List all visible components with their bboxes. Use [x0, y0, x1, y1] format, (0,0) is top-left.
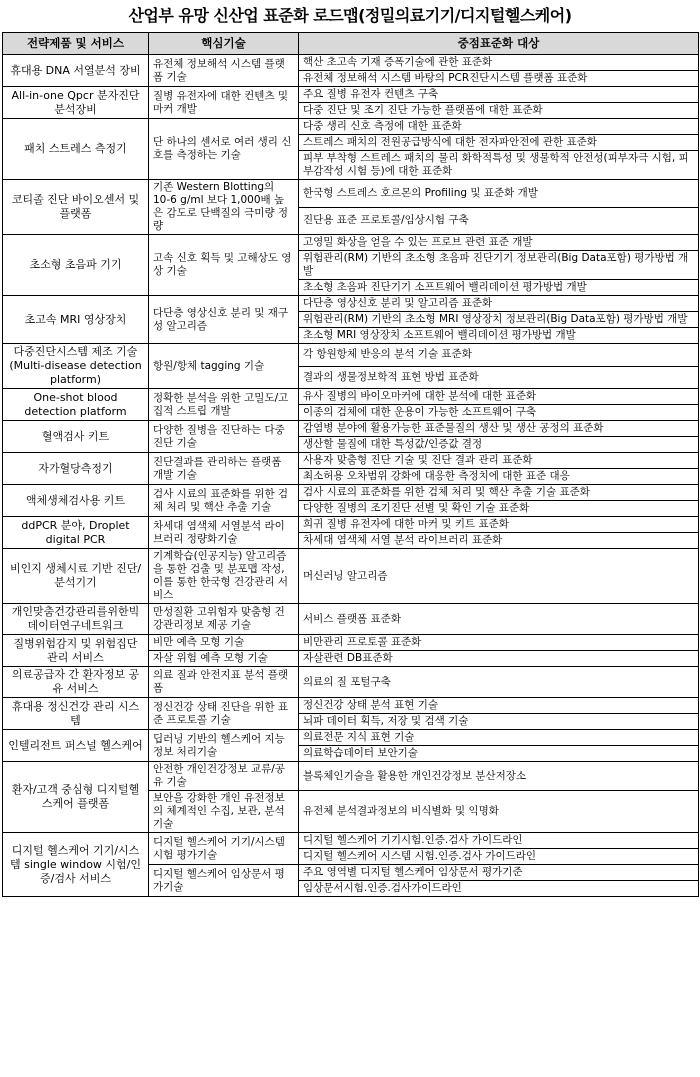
- standard-cell: 각 항원항체 반응의 분석 기술 표준화: [299, 344, 699, 367]
- tech-cell: 기계학습(인공지능) 알고리즘을 통한 검출 및 분포맵 작성, 이를 통한 한국형 건강관리 서비스: [149, 549, 299, 604]
- table-row: [3, 421, 699, 437]
- table-row: [3, 180, 699, 208]
- standard-cell: 핵산 초고속 기재 증폭기술에 관한 표준화: [299, 55, 699, 71]
- table-row: [3, 635, 699, 651]
- standard-cell: 블록체인기술을 활용한 개인건강정보 분산저장소: [299, 762, 699, 791]
- standard-cell: 다중 생리 신호 측정에 대한 표준화: [299, 119, 699, 135]
- table-row: [3, 698, 699, 714]
- tech-cell: 항원/항체 tagging 기술: [149, 344, 299, 389]
- table-row: [3, 296, 699, 312]
- product-cell: 환자/고객 중심형 디지털헬스케어 플랫폼: [3, 762, 149, 833]
- table-row: [3, 453, 699, 469]
- standard-cell: 의료의 질 포털구축: [299, 667, 699, 698]
- roadmap-table: [2, 32, 699, 897]
- tech-cell: 안전한 개인건강정보 교류/공유 기술: [149, 762, 299, 791]
- product-cell: 질병위험감지 및 위험집단 관리 서비스: [3, 635, 149, 667]
- product-cell: 비인지 생체시료 기반 진단/분석기기: [3, 549, 149, 604]
- standard-cell: 다중 진단 및 조기 진단 가능한 플랫폼에 대한 표준화: [299, 103, 699, 119]
- table-row: [3, 517, 699, 533]
- standard-cell: 초소형 MRI 영상장치 소프트웨어 밸리데이션 평가방법 개발: [299, 328, 699, 344]
- product-cell: 자가혈당측정기: [3, 453, 149, 485]
- tech-cell: 기존 Western Blotting의 10-6 g/ml 보다 1,000배 높은 감도로 단백질의 극미량 정량: [149, 180, 299, 235]
- standard-cell: 생산할 물질에 대한 특성값/인증값 결정: [299, 437, 699, 453]
- standard-cell: 의료전문 지식 표현 기술: [299, 730, 699, 746]
- tech-cell: 정신건강 상태 진단을 위한 표준 프로토콜 기술: [149, 698, 299, 730]
- table-row: [3, 485, 699, 501]
- product-cell: 패치 스트레스 측정기: [3, 119, 149, 180]
- tech-cell: 정확한 분석을 위한 고밀도/고집적 스트립 개발: [149, 389, 299, 421]
- tech-cell: 자살 위험 예측 모형 기술: [149, 651, 299, 667]
- standard-cell: 사용자 맞춤형 진단 기술 및 진단 결과 관리 표준화: [299, 453, 699, 469]
- standard-cell: 정신건강 상태 분석 표현 기술: [299, 698, 699, 714]
- table-row: [3, 833, 699, 849]
- tech-cell: 진단결과를 관리하는 플랫폼 개발 기술: [149, 453, 299, 485]
- product-cell: 휴대용 정신건강 관리 시스템: [3, 698, 149, 730]
- tech-cell: 유전체 정보해석 시스템 플랫폼 기술: [149, 55, 299, 87]
- product-cell: 다중진단시스템 제조 기술(Multi-disease detection platform): [3, 344, 149, 389]
- header-standard: 중점표준화 대상: [299, 33, 699, 55]
- product-cell: 코티졸 진단 바이오센서 및 플랫폼: [3, 180, 149, 235]
- product-cell: 개인맞춤건강관리를위한빅데이터연구네트워크: [3, 604, 149, 635]
- header-tech: 핵심기술: [149, 33, 299, 55]
- table-row: [3, 604, 699, 635]
- standard-cell: 감염병 분야에 활용가능한 표준물질의 생산 및 생산 공정의 표준화: [299, 421, 699, 437]
- tech-cell: 만성질환 고위험자 맞춤형 건강관리정보 제공 기술: [149, 604, 299, 635]
- product-cell: 초소형 초음파 기기: [3, 235, 149, 296]
- standard-cell: 이종의 검체에 대한 운용이 가능한 소프트웨어 구축: [299, 405, 699, 421]
- product-cell: 초고속 MRI 영상장치: [3, 296, 149, 344]
- standard-cell: 다양한 질병의 조기진단 선별 및 확인 기술 표준화: [299, 501, 699, 517]
- standard-cell: 초소형 초음파 진단기기 소프트웨어 밸리데이션 평가방법 개발: [299, 280, 699, 296]
- tech-cell: 단 하나의 센서로 여러 생리 신호를 측정하는 기술: [149, 119, 299, 180]
- standard-cell: 스트레스 패치의 전원공급방식에 대한 전자파안전에 관한 표준화: [299, 135, 699, 151]
- standard-cell: 한국형 스트레스 호르몬의 Profiling 및 표준화 개발: [299, 180, 699, 208]
- standard-cell: 위험관리(RM) 기반의 초소형 초음파 진단기기 정보관리(Big Data포함) 평가방법 개발: [299, 251, 699, 280]
- tech-cell: 차세대 염색체 서열분석 라이브러리 정량화기술: [149, 517, 299, 549]
- standard-cell: 주요 영역별 디지털 헬스케어 임상문서 평가기준: [299, 865, 699, 881]
- page-title: 산업부 유망 신산업 표준화 로드맵(정밀의료기기/디지털헬스케어): [128, 6, 572, 25]
- standard-cell: 위험관리(RM) 기반의 초소형 MRI 영상장치 정보관리(Big Data포함) 평가방법 개발: [299, 312, 699, 328]
- standard-cell: 다단층 영상신호 분리 및 알고리즘 표준화: [299, 296, 699, 312]
- product-cell: All-in-one Qpcr 분자진단 분석장비: [3, 87, 149, 119]
- tech-cell: 딥러닝 기반의 헬스케어 지능정보 처리기술: [149, 730, 299, 762]
- table-row: [3, 235, 699, 251]
- product-cell: One-shot blood detection platform: [3, 389, 149, 421]
- tech-cell: 디지털 헬스케어 기기/시스템 시험 평가기술: [149, 833, 299, 865]
- product-cell: 의료공급자 간 환자정보 공유 서비스: [3, 667, 149, 698]
- product-cell: 인텔리전트 퍼스널 헬스케어: [3, 730, 149, 762]
- table-header-row: [3, 33, 699, 55]
- standard-cell: 유전체 분석결과정보의 비식별화 및 익명화: [299, 791, 699, 833]
- tech-cell: 의료 질과 안전지표 분석 플랫폼: [149, 667, 299, 698]
- tech-cell: 보안을 강화한 개인 유전정보의 체계적인 수집, 보관, 분석 기술: [149, 791, 299, 833]
- standard-cell: 디지털 헬스케어 기기시험.인증.검사 가이드라인: [299, 833, 699, 849]
- table-row: [3, 730, 699, 746]
- product-cell: ddPCR 분야, Droplet digital PCR: [3, 517, 149, 549]
- standard-cell: 검사 시료의 표준화를 위한 검체 처리 및 핵산 추출 기술 표준화: [299, 485, 699, 501]
- standard-cell: 뇌파 데이터 획득, 저장 및 검색 기술: [299, 714, 699, 730]
- standard-cell: 의료학습데이터 보안기술: [299, 746, 699, 762]
- table-row: [3, 344, 699, 367]
- standard-cell: 자살관련 DB표준화: [299, 651, 699, 667]
- tech-cell: 질병 유전자에 대한 컨텐츠 및 마커 개발: [149, 87, 299, 119]
- table-row: [3, 549, 699, 604]
- standard-cell: 비만관리 프로토콜 표준화: [299, 635, 699, 651]
- standard-cell: 유전체 정보해석 시스템 바탕의 PCR진단시스템 플랫폼 표준화: [299, 71, 699, 87]
- product-cell: 휴대용 DNA 서열분석 장비: [3, 55, 149, 87]
- standard-cell: 피부 부착형 스트레스 패치의 물리 화학적특성 및 생물학적 안전성(피부자극 시험, 피부감작성 시험 등)에 대한 표준화: [299, 151, 699, 180]
- product-cell: 액체생체검사용 키트: [3, 485, 149, 517]
- product-cell: 디지털 헬스케어 기기/시스템 single window 시험/인증/검사 서비스: [3, 833, 149, 897]
- standard-cell: 디지털 헬스케어 시스템 시험.인증.검사 가이드라인: [299, 849, 699, 865]
- standard-cell: 희귀 질병 유전자에 대한 마커 및 키트 표준화: [299, 517, 699, 533]
- tech-cell: 고속 신호 획득 및 고해상도 영상 기술: [149, 235, 299, 296]
- standard-cell: 머신러닝 알고리즘: [299, 549, 699, 604]
- standard-cell: 결과의 생물정보학적 표현 방법 표준화: [299, 366, 699, 389]
- tech-cell: 검사 시료의 표준화를 위한 검체 처리 및 핵산 추출 기술: [149, 485, 299, 517]
- tech-cell: 디지털 헬스케어 임상문서 평가기술: [149, 865, 299, 897]
- standard-cell: 주요 질병 유전자 컨텐츠 구축: [299, 87, 699, 103]
- standard-cell: 차세대 염색체 서열 분석 라이브러리 표준화: [299, 533, 699, 549]
- table-row: [3, 389, 699, 405]
- tech-cell: 다단층 영상신호 분리 및 재구성 알고리즘: [149, 296, 299, 344]
- table-row: [3, 87, 699, 103]
- standard-cell: 유사 질병의 바이오마커에 대한 분석에 대한 표준화: [299, 389, 699, 405]
- table-row: [3, 667, 699, 698]
- table-row: [3, 119, 699, 135]
- tech-cell: 비만 예측 모형 기술: [149, 635, 299, 651]
- standard-cell: 고영밀 화상을 얻을 수 있는 프로브 관련 표준 개발: [299, 235, 699, 251]
- standard-cell: 진단용 표준 프로토콜/임상시험 구축: [299, 207, 699, 235]
- standard-cell: 임상문서시험.인증.검사가이드라인: [299, 881, 699, 897]
- standard-cell: 최소허용 오차범위 강화에 대응한 측정치에 대한 표준 대응: [299, 469, 699, 485]
- standard-cell: 서비스 플랫폼 표준화: [299, 604, 699, 635]
- table-row: [3, 762, 699, 791]
- table-row: [3, 55, 699, 71]
- tech-cell: 다양한 질병을 진단하는 다중 진단 기술: [149, 421, 299, 453]
- product-cell: 혈액검사 키트: [3, 421, 149, 453]
- header-product: 전략제품 및 서비스: [3, 33, 149, 55]
